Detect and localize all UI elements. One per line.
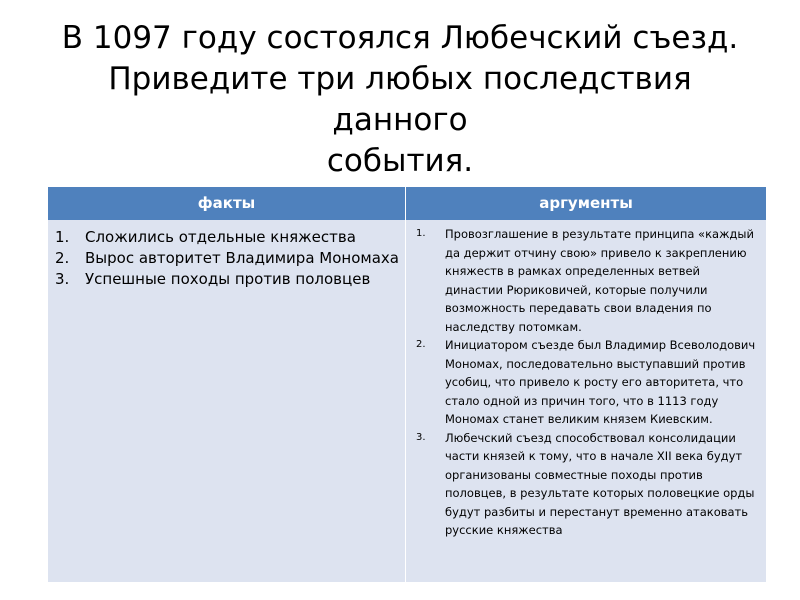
title-line-1: В 1097 году состоялся Любечский съезд. bbox=[61, 20, 739, 56]
list-item bbox=[48, 269, 401, 290]
table-header-row bbox=[48, 187, 766, 220]
facts-arguments-table bbox=[48, 187, 766, 582]
argument-text: Инициатором съезде был Владимир Всеволодович Мономах, последовательно выступавший против усобиц, что привело к росту его авторитета, что стало одной из причин того, что в 1113 году Мономах станет великим князем Киевским. bbox=[445, 338, 756, 426]
list-number: 2. bbox=[416, 339, 426, 350]
list-number: 3. bbox=[55, 270, 70, 288]
title-line-2: Приведите три любых последствия данного bbox=[108, 61, 692, 138]
slide-title bbox=[40, 18, 760, 182]
title-line-3: события. bbox=[326, 143, 474, 179]
list-item bbox=[406, 225, 758, 336]
list-number: 3. bbox=[416, 431, 426, 443]
header-facts: факты bbox=[197, 194, 256, 212]
argument-text: Провозглашение в результате принципа «каждый да держит отчину свою» привело к закреплению княжеств в рамках определенных ветвей династии Рюриковичей, которые получили возможность передавать свои владения по наследству потомкам. bbox=[445, 227, 754, 334]
list-item bbox=[48, 248, 401, 269]
argument-text: Любечский съезд способствовал консолидации части князей к тому, что в начале XII века будут организованы совместные походы против половцев, в результате которых половецкие орды будут разбиты и перестанут временно атаковать русские княжества bbox=[445, 430, 755, 537]
facts-cell bbox=[48, 221, 405, 582]
fact-text: Сложились отдельные княжества bbox=[85, 228, 356, 246]
header-arguments: аргументы bbox=[539, 194, 633, 212]
list-item bbox=[48, 227, 401, 248]
list-number: 1. bbox=[55, 228, 70, 246]
list-item bbox=[406, 336, 758, 429]
list-item bbox=[406, 429, 758, 540]
list-number: 2. bbox=[55, 249, 70, 267]
arguments-list bbox=[406, 221, 766, 540]
list-number: 1. bbox=[416, 228, 426, 239]
fact-text: Успешные походы против половцев bbox=[85, 270, 371, 288]
arguments-cell bbox=[406, 221, 766, 582]
facts-list bbox=[48, 221, 405, 290]
fact-text: Вырос авторитет Владимира Мономаха bbox=[85, 249, 399, 267]
